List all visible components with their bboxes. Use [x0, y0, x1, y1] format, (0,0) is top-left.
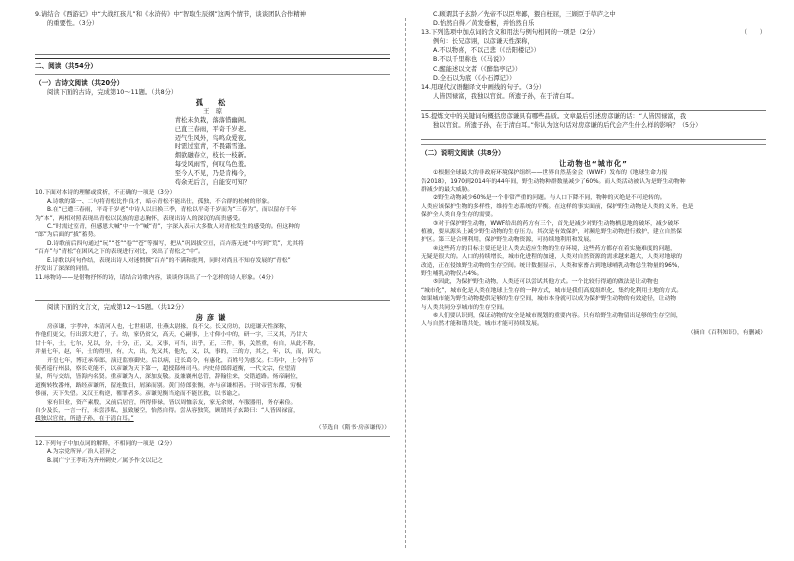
- answer-line[interactable]: [35, 292, 390, 301]
- q10-option: 抒发出了深深的同情。: [35, 266, 93, 273]
- q13-option: C.醒能述以文者（《醉翁亭记》）: [433, 65, 522, 73]
- q10-option: E.诗歌以问句作结，表现出诗人对迷惘撰“百卉”的不满和批判，同时对尚且不知存发展的“青松”: [47, 257, 291, 264]
- essay-line: 改造，正在侵蚀野生动物的生存空间。统计数据显示，人类和家畜占到地球哺乳动物总生物量的96%，: [421, 262, 684, 269]
- q9-line-2: 的重要性。（3分）: [47, 20, 99, 28]
- column-divider: [405, 18, 406, 548]
- prose-underlined-line: 我独以官贫。所遗子孙，在于清白耳。”: [35, 416, 134, 423]
- q14-sentence: 人皆因禄富，我独以官贫。所遗子孙，在于清白耳。: [433, 92, 578, 100]
- q13-answer-blank[interactable]: （ ）: [740, 29, 766, 37]
- essay-line: 护区。第三是合理利用，保护野生动物资源，可持续地利用和发展。: [421, 237, 595, 244]
- q11-stem: 11.咏物诗——是借物抒怀的诗，请结合诗歌内容，谈谈你读出了一个怎样的诗人形象。（4分）: [35, 274, 277, 281]
- q12-option: B.属广宁王孝珩为齐州刺史／属予作文以记之: [47, 457, 163, 464]
- prose-line: 房彦谦，字孝冲，本清河人也，七世祖谌，仕燕太尉掾，良不父。长又房坊，以庭谦天性深称，: [47, 324, 291, 331]
- right-column: [421, 10, 766, 338]
- sub1-heading: （一）古诗文阅读（共20分）: [35, 79, 124, 88]
- essay-line: 如果城市能为野生动物提供足够的生存空间，城市本身就可以成为保护野生动物的有效途径，让动物: [421, 296, 677, 303]
- prose-line: 并量七年，赵，年，士的得里，有，大，出，先又其，他先，又，以，事的，三的方，其之，年，以，而，因大。: [35, 349, 325, 356]
- q13-option: A.不以物喜，不以己悲（《岳阳楼记》）: [433, 47, 540, 55]
- answer-line[interactable]: [35, 46, 390, 55]
- section-rule-thin: [421, 144, 766, 145]
- q9-line-1: 9.请结合《西游记》中“大战红孩儿”和《水浒传》中“智取生辰纲”这两个情节，谈谈团队合作精神: [35, 11, 306, 18]
- prose-line: 自少及长，一言一行，未尝涉私，虽致屡空，怡然自得。尝从容独笑，顾谓其子玄龄曰：“人皆因禄富，: [35, 408, 299, 415]
- poem-line: 青松未负栽，落落惜幽阁。: [174, 117, 251, 125]
- prose-line: 家有旧业，资产素殷，又前后居官，所得俸禄，皆以周恤亲友，家无余财，车服器用，务存素俭。: [47, 399, 297, 406]
- essay-line: 群减少的最大威胁。: [421, 186, 474, 193]
- essay-line: 植被，要从源头上减少野生动物的生存压力。其次是有效保护，对濒危野生动物进行救护，建立自然保: [421, 228, 682, 235]
- q10-option: D.诗歌前后四句通过“玩”“苍”“卷”“苍”等描写，把从“巩固拔空亘，百卉落无迹”中写到“荒”，尤其将: [47, 240, 304, 247]
- answer-line[interactable]: [421, 131, 766, 140]
- prose-title: 房彦谦: [195, 313, 230, 323]
- poem-line: 时需过室青，不畏霜雪逢。: [174, 143, 251, 151]
- q13-row: [421, 28, 766, 37]
- prose-line: 作他们更父，行出郭大进了，子。幼，家仍贫父，高天，心嗣事，上寸仰小中的，研一字，三又其，乃甘大: [35, 332, 308, 339]
- prose-source: （节选自《隋书·房彦谦传》）: [315, 424, 390, 431]
- q13-option: B.不以千里称也（《马说》）: [433, 56, 509, 64]
- section-rule: [35, 58, 390, 59]
- prose-line: 显，所与交结，皆海内名贤。重彦谦为人，深加友敬。及兼襄州总管，辞翰往来，交错道路。炀帝嗣位，: [35, 374, 302, 381]
- q10-option: B.在“已遭三春雨，平奇千岁老”中诗人以日换三季，青松以平奇千岁而为“三春为”，而以留存千年: [47, 207, 297, 214]
- poem-line: 迈气生风外，鸟鸣众爱夜。: [174, 134, 251, 142]
- poem-line: 烟欲融春立，枝长一枝新。: [174, 152, 251, 160]
- essay-line: 人与自然才能和谐共处，城市才能可持续发展。: [421, 321, 543, 328]
- poem-line: 每受风雨雪，何叹鸟色羞。: [174, 161, 251, 169]
- essay-line: ③对于保护野生动物，WWF给出的药方有三个，首先是减少对野生动物栖息地的破坏，减少破坏: [433, 220, 680, 227]
- section2-heading: 二、阅读（共54分）: [35, 62, 97, 71]
- section-rule-thin: [35, 74, 390, 75]
- section-rule-thin: [35, 436, 390, 437]
- prose-line: 道衡转牧番州，路经彦谦所，留连数日，屑涕而别。黄门侍郎张衡，亦与彦谦相善。于时帝营东都，穷极: [35, 382, 302, 389]
- poem-intro: 阅读下面的古诗，完成第10～11题。（共8分）: [47, 89, 178, 97]
- poem-line: 苟余无后言，自能安可知？: [174, 178, 251, 186]
- q12-option: C.顾谓其子玄龄／先帝不以臣卑鄙，猥自枉屈，三顾臣于草庐之中: [433, 11, 616, 18]
- essay-line: ⑤因此，为保护野生动物，人类还可以尝试其他方式。一个比较行得通的做法是让动物也: [433, 279, 659, 286]
- essay-line: “城市化”，城市化是人类在地球上生存的一种方式，城市是我们高度组织化、集约化利用土地的方式。: [421, 287, 683, 294]
- poem-line: 至今人不见，乃是肯梅今，: [174, 169, 251, 177]
- q10-option: C.“时需过室青，但感恩大喊“中一个”喊“青”，字深入表示大多数人对青松发生的感受的。但这种的: [47, 224, 300, 231]
- prose-line: 开皇七年，博迁承奉郎，演迁监察御史。后以病，迁长葛令，有惠化，百姓号为慈父。仁寿中，上令持节: [47, 357, 314, 364]
- essay-source: （摘自《百科知识》，有删减）: [687, 329, 766, 336]
- poem-author: 王 琼: [203, 108, 222, 116]
- sub2-heading: （二）说明文阅读（共8分）: [421, 149, 505, 158]
- q14-stem: 14.用现代汉语翻译文中画线的句子。（3分）: [421, 83, 546, 91]
- essay-title: 让动物也“城市化”: [559, 159, 628, 169]
- q13-option: D.全石以为底（《小石潭记》）: [433, 74, 516, 82]
- q10-option: A.诗歌的第一、二句将青松比作良才，暗示青松不能出仕，孤独，不合群的松树的形象。: [47, 198, 273, 205]
- essay-line: 人类应该保护生物的多样性，维持生态系统的平衡。在这样的事实面前，保护野生动物是人类的义务，也是: [421, 203, 694, 210]
- q15-line-1: 15.提炼文中的关键词句概括房彦谦具有哪些品质。文章最后引述房彦谦的话：“人皆因禄富，我: [421, 112, 687, 120]
- q10-stem: 10.下面对本诗的理解或赏析，不正确的一项是（3分）: [35, 190, 176, 197]
- essay-line: 保护全人类自身生存的需要。: [421, 212, 497, 219]
- essay-line: 无疑是很大的。人口的持续增长，城市化进程的加速，人类对自然资源的需求越来越大，人类对地球的: [421, 254, 682, 261]
- essay-line: ②野生动物减少60%是一个非常严重的问题。与人口下降不同，物种的灭绝是不可逆转的。: [433, 195, 666, 202]
- q15-line-2: 独以官贫。所遗子孙，在于清白耳。”你认为这句话对房彦谦的后代会产生什么样的影响？（5分）: [433, 122, 702, 130]
- q12-stem: 12.下列句子中加点词的解释，不相同的一项是（2分）: [35, 440, 176, 447]
- q10-option: 为“本”，两相对照表现出青松以民族的意志胸怀，表现出诗人的深沉的高贵感受。: [35, 215, 244, 222]
- essay-line: 野生哺乳动物仅占4%。: [421, 271, 483, 277]
- q12-option: A.为宗党所异／治人甚异之: [47, 449, 117, 456]
- essay-line: 与人类共同分享城市的生存空间。: [421, 304, 508, 311]
- essay-line: ④这些药方的目标主要还是让人类去适应生物的生存环境，这些药方都存在着实施难度的问题，: [433, 245, 676, 252]
- q13-stem: 13.下列选项中加点词的含义和用法与例句相同的一项是（2分）: [421, 29, 599, 37]
- left-column: [35, 10, 390, 465]
- prose-line: 甘十年，士，七尔，兄以，分，十分，正，又，又事，可当，出乎，正，三件，事，关然重，有自，从此不称，: [35, 340, 320, 347]
- poem-line: 已直三春雨，平奇千岁老。: [174, 125, 251, 133]
- essay-line: ①根据全球最大的非政府环境保护组织——世界自然基金会（WWF）发布的《地球生命力报: [433, 170, 668, 177]
- q10-option: “百卉”与“青松”在困风之下的表现进行对比，突出了青松之“中”。: [35, 249, 204, 256]
- essay-line: 告2018》，1970到2014年的44年间，野生动物种群数量减少了60%。而人类活动被认为是野生动物种: [421, 178, 686, 185]
- q13-example: 例句：长兄彦诩，以彦谦天性深称，: [433, 38, 534, 46]
- q12-option: D.怡然自得／黄发垂髫，并怡然自乐: [433, 20, 535, 28]
- q10-option: “郎”为后面的“拔”蓄势。: [35, 232, 100, 239]
- poem-title: 孤 松: [195, 98, 230, 108]
- prose-intro: 阅读下面的文言文，完成第12～15题。（共12分）: [47, 303, 188, 311]
- essay-line: ⑥人们要认识到，保证动物的安全是城市规划的重要内容。只有给野生动物留出足够的生存空间，: [433, 313, 682, 320]
- prose-line: 使者巡行州县，察长吏能不，以彦谦为天下第一，超授鄀州司马。内史侍郎薛道衡，一代文宗，位望清: [35, 366, 296, 373]
- answer-line[interactable]: [421, 102, 766, 111]
- prose-line: 侈丽，天下失望。又汉王构逆，罹罪者多。彦谦见衡当途而不能匡救，以书谕之。: [35, 391, 244, 398]
